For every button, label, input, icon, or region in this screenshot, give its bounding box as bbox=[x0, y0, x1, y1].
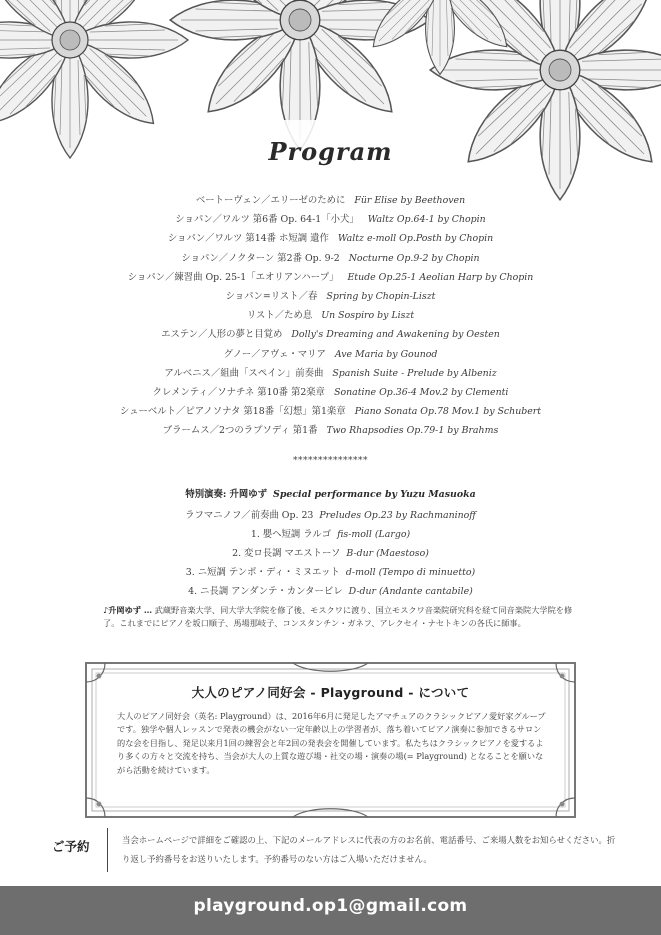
special-label-en: Special performance by Yuzu Masuoka bbox=[273, 489, 476, 500]
piece-en: fis-moll (Largo) bbox=[337, 529, 411, 540]
special-item bbox=[0, 544, 661, 563]
about-body: 大人のピアノ同好会（英名: Playground）は、2016年6月に発足したアマチュアのクラシックピアノ愛好家グループです。独学や個人レッスンで発表の機会がない一定年齢以上の学習者が、落ち着いてピアノ演奏に参加できるサロン的な会を目指し、発足以来月1回の練習会と年2回の発表会を開催しています。私たちはクラシックピアノを愛するより多くの方々と交流を持ち、当会が大人の上質な遊び場・社交の場・演奏の場(= Playground) となることを願いながら活動を続けています。 bbox=[117, 711, 546, 775]
piece-en: d-moll (Tempo di minuetto) bbox=[345, 567, 476, 578]
piece-ja: アルベニス／組曲「スペイン」前奏曲 bbox=[164, 367, 324, 379]
program-item bbox=[0, 306, 661, 325]
piece-ja: ブラームス／2つのラプソディ 第1番 bbox=[162, 425, 318, 437]
piece-en: Piano Sonata Op.78 Mov.1 by Schubert bbox=[354, 406, 542, 418]
piece-en: Etude Op.25-1 Aeolian Harp by Chopin bbox=[347, 271, 534, 283]
special-item bbox=[0, 563, 661, 582]
special-label: 特別演奏: 升岡ゆず bbox=[185, 489, 268, 500]
special-item bbox=[0, 525, 661, 544]
piece-ja: 3. ニ短調 テンポ・ディ・ミヌエット bbox=[185, 567, 340, 578]
performer-bio bbox=[103, 604, 573, 629]
piece-ja: シューベルト／ピアノソナタ 第18番「幻想」第1楽章 bbox=[119, 406, 346, 418]
divider: *************** bbox=[293, 456, 368, 466]
program-item bbox=[0, 249, 661, 268]
program-item bbox=[0, 421, 661, 440]
piece-en: Waltz Op.64-1 by Chopin bbox=[367, 214, 486, 226]
piece-en: Für Elise by Beethoven bbox=[354, 195, 466, 206]
piece-en: Waltz e-moll Op.Posth by Chopin bbox=[337, 233, 494, 245]
piece-ja: ベートーヴェン／エリーゼのために bbox=[195, 195, 346, 206]
program-item bbox=[0, 229, 661, 248]
reserve-text: 当会ホームページで詳細をご確認の上、下記のメールアドレスに代表の方のお名前、電話番号、ご来場人数をお知らせください。折り返し予約番号をお送りいたします。予約番号のない方はご入場いただけません。 bbox=[122, 835, 616, 864]
program-item bbox=[0, 191, 661, 210]
flower-illustration bbox=[0, 0, 661, 210]
piece-ja: ショパン／ワルツ 第14番 ホ短調 遺作 bbox=[167, 233, 329, 245]
piece-ja: ショパン／ワルツ 第6番 Op. 64-1「小犬」 bbox=[175, 214, 359, 226]
special-performance-heading bbox=[0, 486, 661, 500]
piece-en: Two Rhapsodies Op.79-1 by Brahms bbox=[326, 425, 499, 437]
bio-text: 武蔵野音楽大学、同大学大学院を修了後、モスクワに渡り、国立モスクワ音楽院研究科を経て同音楽院大学院を修了。これまでにピアノを坂口順子、馬場那岐子、コンスタンチン・ガネフ、アレクセイ・ナセトキンの各氏に師事。 bbox=[103, 605, 573, 628]
program-item bbox=[0, 268, 661, 287]
program-item bbox=[0, 402, 661, 421]
program-item bbox=[0, 287, 661, 306]
reserve-divider bbox=[107, 828, 108, 872]
bio-name: ♪升岡ゆず … bbox=[103, 605, 153, 615]
special-item bbox=[0, 506, 661, 525]
reserve-label: ご予約 bbox=[52, 839, 90, 854]
piece-ja: ショパン／ノクターン 第2番 Op. 9-2 bbox=[181, 252, 340, 264]
piece-en: B-dur (Maestoso) bbox=[346, 548, 429, 559]
piece-en: Spanish Suite - Prelude by Albeniz bbox=[332, 367, 497, 379]
piece-ja: 4. ニ長調 アンダンテ・カンタービレ bbox=[188, 586, 343, 597]
special-item bbox=[0, 582, 661, 601]
contact-email[interactable]: playground.op1@gmail.com bbox=[193, 896, 468, 916]
piece-ja: 1. 嬰ヘ短調 ラルゴ bbox=[250, 529, 332, 540]
piece-en: Un Sospiro by Liszt bbox=[321, 310, 415, 322]
piece-ja: クレメンティ／ソナチネ 第10番 第2楽章 bbox=[152, 386, 326, 398]
program-item bbox=[0, 383, 661, 402]
piece-en: Ave Maria by Gounod bbox=[334, 348, 438, 360]
piece-ja: エステン／人形の夢と目覚め bbox=[161, 329, 283, 341]
about-title: 大人のピアノ同好会 - Playground - について bbox=[191, 685, 470, 700]
piece-ja: ショパン／練習曲 Op. 25-1「エオリアンハープ」 bbox=[127, 271, 339, 283]
piece-en: Preludes Op.23 by Rachmaninoff bbox=[319, 510, 476, 521]
piece-en: Spring by Chopin-Liszt bbox=[326, 290, 436, 302]
program-item bbox=[0, 325, 661, 344]
piece-ja: ショパン=リスト／春 bbox=[225, 290, 318, 302]
program-item bbox=[0, 210, 661, 229]
piece-ja: 2. 変ロ長調 マエストーソ bbox=[232, 548, 341, 559]
program-item bbox=[0, 345, 661, 364]
piece-ja: リスト／ため息 bbox=[246, 310, 313, 322]
piece-ja: グノー／アヴェ・マリア bbox=[223, 348, 326, 360]
program-item bbox=[0, 364, 661, 383]
program-title: Program bbox=[268, 137, 393, 166]
special-program-list bbox=[0, 506, 661, 601]
piece-en: D-dur (Andante cantabile) bbox=[348, 586, 473, 597]
piece-ja: ラフマニノフ／前奏曲 Op. 23 bbox=[185, 510, 314, 521]
piece-en: Nocturne Op.9-2 by Chopin bbox=[348, 252, 480, 264]
program-list bbox=[0, 191, 661, 440]
piece-en: Sonatine Op.36-4 Mov.2 by Clementi bbox=[334, 386, 509, 398]
piece-en: Dolly's Dreaming and Awakening by Oesten bbox=[291, 329, 500, 341]
